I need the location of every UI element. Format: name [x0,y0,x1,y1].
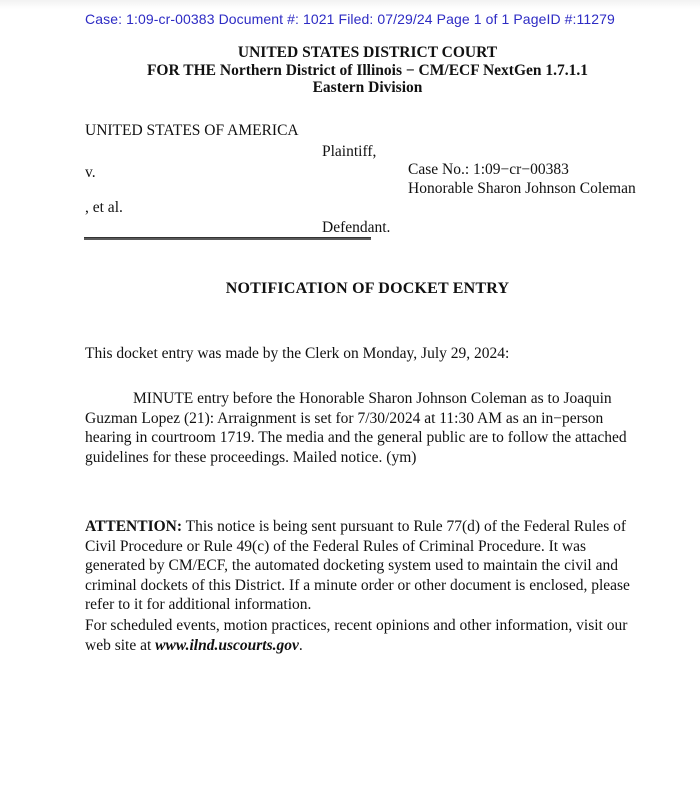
court-name: UNITED STATES DISTRICT COURT [237,44,498,61]
minute-entry-line: MINUTE entry before the Honorable Sharon Johnson Coleman as to Joaquin [133,390,612,407]
attention-line: criminal dockets of this District. If a minute order or other document is enclosed, please [85,576,630,594]
case-number: Case No.: 1:09−cr−00383 [408,161,569,178]
minute-entry-paragraph [85,389,655,467]
events-info-line [85,636,655,656]
defendant-role-label: Defendant. [322,219,391,236]
versus-label: v. [85,164,96,181]
court-district: FOR THE Northern District of Illinois − CM/ECF NextGen 1.7.1.1 [146,61,589,79]
court-division: Eastern Division [312,79,423,96]
website-prefix: web site at [85,636,156,654]
minute-entry-line: Guzman Lopez (21): Arraignment is set for 7/30/2024 at 11:30 AM as an in−person [85,409,604,427]
court-website-url: www.ilnd.uscourts.gov [155,636,299,654]
attention-line: Civil Procedure or Rule 49(c) of the Federal Rules of Criminal Procedure. It was [85,537,587,555]
events-info-line: For scheduled events, motion practices, recent opinions and other information, visit our [85,617,628,634]
defendant-name: , et al. [85,199,123,216]
minute-entry-line: guidelines for these proceedings. Mailed notice. (ym) [85,448,417,466]
plaintiff-role-label: Plaintiff, [322,143,377,160]
plaintiff-name: UNITED STATES OF AMERICA [85,122,299,139]
judge-name: Honorable Sharon Johnson Coleman [408,180,636,197]
case-stamp-header: Case: 1:09-cr-00383 Document #: 1021 Filed: 07/29/24 Page 1 of 1 PageID #:11279 [85,11,615,27]
clerk-entry-line: This docket entry was made by the Clerk on Monday, July 29, 2024: [85,345,510,362]
caption-divider-line [84,237,371,240]
attention-line [85,517,655,537]
attention-line: refer to it for additional information. [85,596,312,613]
attention-line-text: This notice is being sent pursuant to Rule 77(d) of the Federal Rules of [182,518,627,535]
attention-line: generated by CM/ECF, the automated docketing system used to maintain the civil and [85,557,618,574]
minute-entry-line: hearing in courtroom 1719. The media and the general public are to follow the attached [85,429,627,446]
events-info-paragraph [85,616,655,655]
website-suffix: . [298,636,303,654]
attention-label: ATTENTION: [85,518,183,535]
court-header [85,44,650,97]
attention-paragraph [85,517,655,615]
document-title: NOTIFICATION OF DOCKET ENTRY [225,280,510,297]
